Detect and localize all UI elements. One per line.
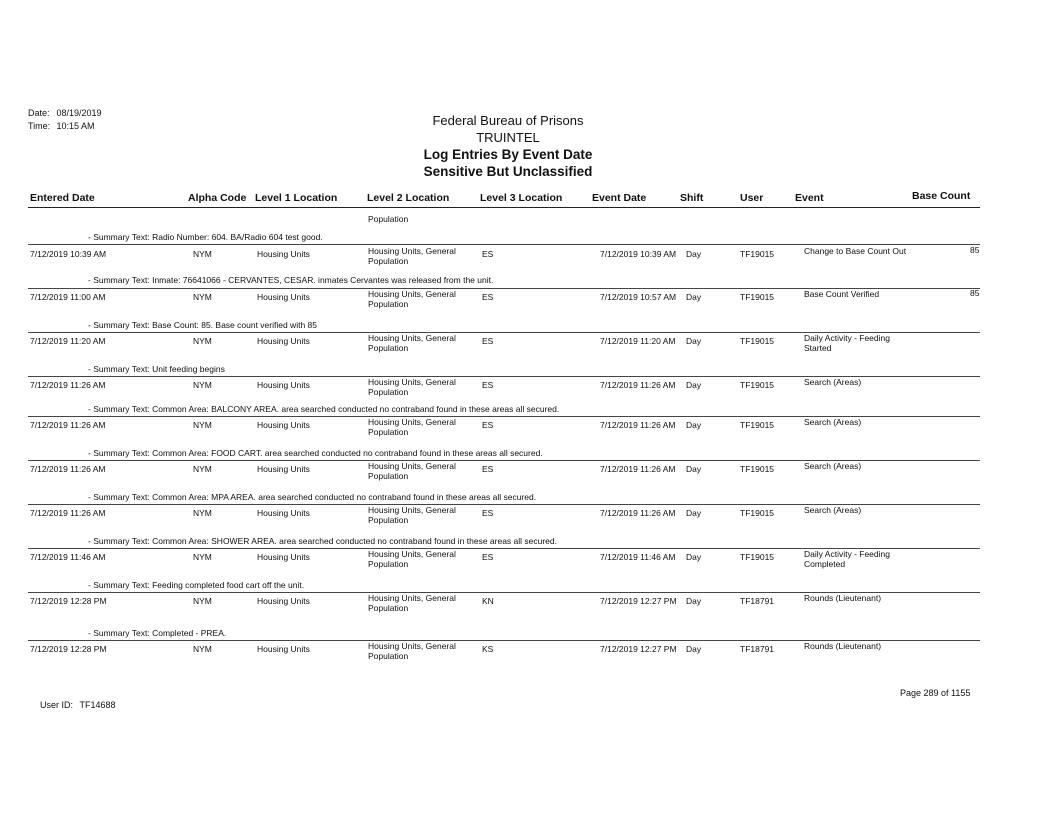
- summary-text: - Summary Text: Unit feeding begins: [88, 364, 225, 374]
- classification: Sensitive But Unclassified: [423, 164, 593, 179]
- entered-date: 7/12/2019 11:46 AM: [30, 552, 106, 562]
- col-user: User: [740, 192, 764, 204]
- event-date: 7/12/2019 10:39 AM: [600, 249, 677, 259]
- level2-location: Housing Units, General: [368, 289, 456, 299]
- user: TF18791: [740, 596, 775, 606]
- date-label: Date:: [28, 108, 50, 118]
- level2-location: Housing Units, General: [368, 417, 456, 427]
- summary-text: - Summary Text: Feeding completed food cart off the unit.: [88, 580, 305, 590]
- summary-text: - Summary Text: Common Area: SHOWER AREA. area searched conducted no contraband found in these areas all secured.: [88, 536, 557, 546]
- level2-location-cont: Population: [368, 651, 409, 661]
- user: TF19015: [740, 464, 775, 474]
- user: TF18791: [740, 644, 775, 654]
- row-rule: [28, 244, 980, 245]
- col-base-count: Base Count: [912, 190, 971, 202]
- level3-location: ES: [482, 380, 494, 390]
- event-cont: Started: [804, 343, 832, 353]
- level1-location: Housing Units: [257, 552, 310, 562]
- user: TF19015: [740, 249, 775, 259]
- level2-location: Housing Units, General: [368, 549, 456, 559]
- header-rule: [28, 207, 980, 208]
- level3-location: ES: [482, 336, 494, 346]
- level3-location: ES: [482, 552, 494, 562]
- col-entered-date: Entered Date: [30, 192, 95, 204]
- event-date: 7/12/2019 12:27 PM: [600, 596, 677, 606]
- col-event-date: Event Date: [592, 192, 647, 204]
- user: TF19015: [740, 292, 775, 302]
- entered-date: 7/12/2019 11:00 AM: [30, 292, 106, 302]
- col-level1: Level 1 Location: [255, 192, 338, 204]
- event: Search (Areas): [804, 377, 862, 387]
- level3-location: ES: [482, 249, 494, 259]
- shift: Day: [686, 508, 702, 518]
- entered-date: 7/12/2019 12:28 PM: [30, 596, 107, 606]
- event: Search (Areas): [804, 461, 862, 471]
- user: TF19015: [740, 380, 775, 390]
- summary-text: - Summary Text: Inmate: 76641066 - CERVANTES, CESAR. inmates Cervantes was released from the unit.: [88, 275, 494, 285]
- shift: Day: [686, 420, 702, 430]
- alpha-code: NYM: [193, 644, 212, 654]
- shift: Day: [686, 380, 702, 390]
- level1-location: Housing Units: [257, 596, 310, 606]
- event: Daily Activity - Feeding: [804, 549, 890, 559]
- user: TF19015: [740, 420, 775, 430]
- event-date: 7/12/2019 11:26 AM: [600, 508, 676, 518]
- col-alpha-code: Alpha Code: [188, 192, 247, 204]
- col-level2: Level 2 Location: [367, 192, 450, 204]
- event-date: 7/12/2019 11:20 AM: [600, 336, 676, 346]
- alpha-code: NYM: [193, 552, 212, 562]
- summary-text: - Summary Text: Common Area: BALCONY AREA. area searched conducted no contraband found in these areas all secured.: [88, 404, 560, 414]
- event-date: 7/12/2019 11:26 AM: [600, 464, 676, 474]
- org-name: Federal Bureau of Prisons: [432, 113, 584, 128]
- level2-location-cont: Population: [368, 299, 409, 309]
- level2-location: Housing Units, General: [368, 505, 456, 515]
- level1-location: Housing Units: [257, 249, 310, 259]
- user: TF19015: [740, 552, 775, 562]
- event: Change to Base Count Out: [804, 246, 907, 256]
- level2-location: Housing Units, General: [368, 641, 456, 651]
- level2-location-cont: Population: [368, 559, 409, 569]
- level2-location-cont: Population: [368, 427, 409, 437]
- level3-location: ES: [482, 508, 494, 518]
- level3-location: KS: [482, 644, 494, 654]
- level1-location: Housing Units: [257, 644, 310, 654]
- summary-text: - Summary Text: Common Area: FOOD CART. area searched conducted no contraband found in these areas all secured.: [88, 448, 543, 458]
- summary-text: - Summary Text: Common Area: MPA AREA. area searched conducted no contraband found in these areas all secured.: [88, 492, 537, 502]
- base-count: 85: [970, 245, 980, 255]
- level1-location: Housing Units: [257, 380, 310, 390]
- level2-location: Housing Units, General: [368, 377, 456, 387]
- event: Rounds (Lieutenant): [804, 641, 882, 651]
- event: Base Count Verified: [804, 289, 880, 299]
- alpha-code: NYM: [193, 380, 212, 390]
- base-count: 85: [970, 288, 980, 298]
- shift: Day: [686, 644, 702, 654]
- level2-location: Housing Units, General: [368, 461, 456, 471]
- event-date: 7/12/2019 12:27 PM: [600, 644, 677, 654]
- shift: Day: [686, 249, 702, 259]
- entered-date: 7/12/2019 11:26 AM: [30, 380, 106, 390]
- footer-user: [40, 700, 116, 710]
- alpha-code: NYM: [193, 596, 212, 606]
- level3-location: ES: [482, 464, 494, 474]
- user: TF19015: [740, 336, 775, 346]
- level3-location: ES: [482, 292, 494, 302]
- col-level3: Level 3 Location: [480, 192, 563, 204]
- shift: Day: [686, 464, 702, 474]
- shift: Day: [686, 292, 702, 302]
- alpha-code: NYM: [193, 336, 212, 346]
- level1-location: Housing Units: [257, 420, 310, 430]
- user: TF19015: [740, 508, 775, 518]
- alpha-code: NYM: [193, 420, 212, 430]
- level2-location-cont: Population: [368, 343, 409, 353]
- level2-location-cont: Population: [368, 471, 409, 481]
- level2-location-cont: Population: [368, 256, 409, 266]
- alpha-code: NYM: [193, 464, 212, 474]
- event: Search (Areas): [804, 505, 862, 515]
- entered-date: 7/12/2019 12:28 PM: [30, 644, 107, 654]
- level2-location: Housing Units, General: [368, 333, 456, 343]
- level2-location: Housing Units, General: [368, 593, 456, 603]
- entered-date: 7/12/2019 11:26 AM: [30, 420, 106, 430]
- event: Daily Activity - Feeding: [804, 333, 890, 343]
- report-header: [0, 112, 1016, 180]
- entered-date: 7/12/2019 11:26 AM: [30, 508, 106, 518]
- summary-text: - Summary Text: Radio Number: 604. BA/Radio 604 test good.: [88, 232, 323, 242]
- entered-date: 7/12/2019 11:26 AM: [30, 464, 106, 474]
- level1-location: Housing Units: [257, 508, 310, 518]
- carryover-text: Population: [368, 214, 409, 224]
- event-date: 7/12/2019 11:26 AM: [600, 420, 676, 430]
- alpha-code: NYM: [193, 249, 212, 259]
- level1-location: Housing Units: [257, 464, 310, 474]
- shift: Day: [686, 552, 702, 562]
- user-id-value: TF14688: [79, 700, 116, 710]
- event-date: 7/12/2019 11:26 AM: [600, 380, 676, 390]
- entered-date: 7/12/2019 10:39 AM: [30, 249, 107, 259]
- shift: Day: [686, 596, 702, 606]
- level2-location-cont: Population: [368, 603, 409, 613]
- level1-location: Housing Units: [257, 292, 310, 302]
- time-label: Time:: [28, 121, 51, 131]
- level2-location-cont: Population: [368, 387, 409, 397]
- level2-location-cont: Population: [368, 515, 409, 525]
- col-shift: Shift: [680, 192, 704, 204]
- user-id-label: User ID:: [40, 700, 74, 710]
- summary-text: - Summary Text: Completed - PREA.: [88, 628, 227, 638]
- event: Rounds (Lieutenant): [804, 593, 882, 603]
- col-event: Event: [795, 192, 824, 204]
- event: Search (Areas): [804, 417, 862, 427]
- time-value: 10:15 AM: [56, 121, 95, 131]
- event-cont: Completed: [804, 559, 846, 569]
- date-value: 08/19/2019: [56, 108, 102, 118]
- entered-date: 7/12/2019 11:20 AM: [30, 336, 106, 346]
- level3-location: ES: [482, 420, 494, 430]
- level3-location: KN: [482, 596, 494, 606]
- system-name: TRUINTEL: [476, 130, 540, 145]
- alpha-code: NYM: [193, 508, 212, 518]
- alpha-code: NYM: [193, 292, 212, 302]
- summary-text: - Summary Text: Base Count: 85. Base count verified with 85: [88, 320, 317, 330]
- event-date: 7/12/2019 11:46 AM: [600, 552, 676, 562]
- page-number: Page 289 of 1155: [900, 688, 971, 698]
- report-title: Log Entries By Event Date: [423, 147, 593, 162]
- level1-location: Housing Units: [257, 336, 310, 346]
- shift: Day: [686, 336, 702, 346]
- event-date: 7/12/2019 10:57 AM: [600, 292, 677, 302]
- level2-location: Housing Units, General: [368, 246, 456, 256]
